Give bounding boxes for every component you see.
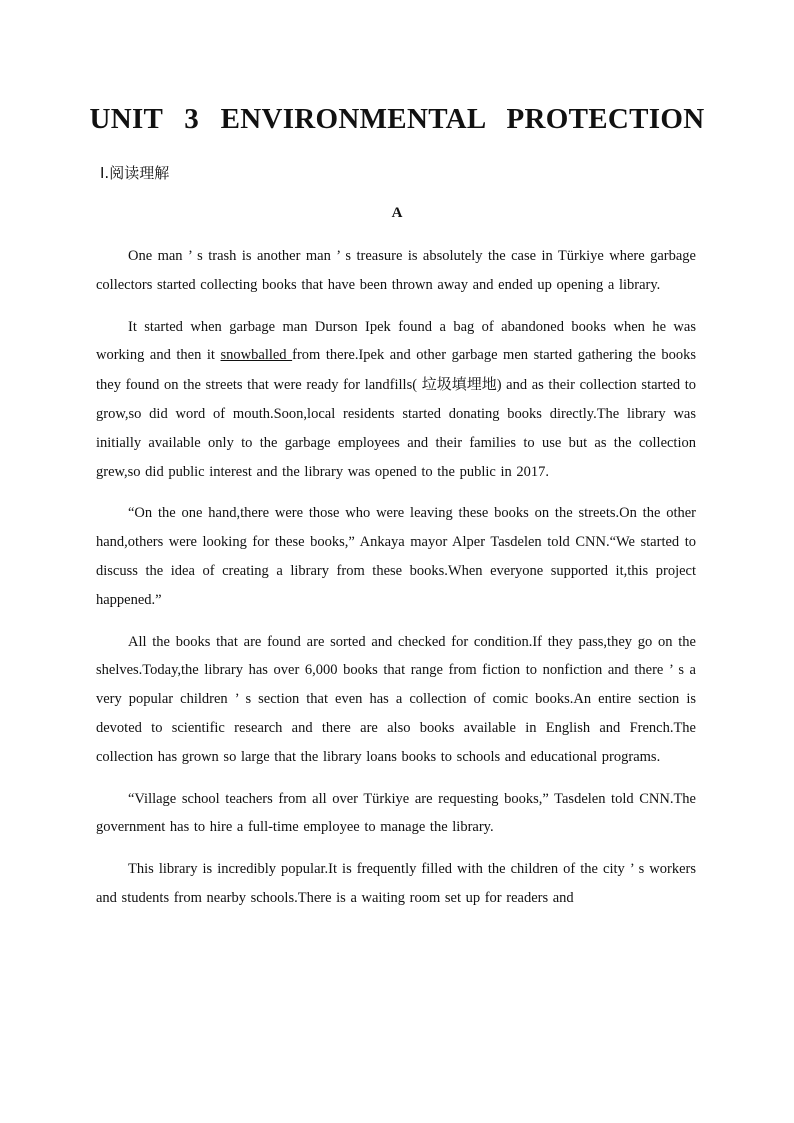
paragraph-3: “On the one hand,there were those who were leaving these books on the streets.On the other hand,others were looking for these books,” Ankaya mayor Alper Tasdelen told CNN.“We started to discuss the idea of creating a library from these books.When everyone supported it,this project happened.”: [96, 505, 696, 608]
paragraph-2-part-3: ) and as their collection started to grow,so did word of mouth.Soon,local residents started donating books directly.The library was initially available only to the garbage employees and their families to use but as the collection grew,so did public interest and the library was opened to the public in 2017.: [96, 377, 696, 480]
paragraph-5: “Village school teachers from all over Türkiye are requesting books,” Tasdelen told CNN.The government has to hire a full-time employee to manage the library.: [96, 790, 696, 836]
chinese-gloss: 垃圾填埋地: [421, 375, 497, 394]
paragraph-6: This library is incredibly popular.It is frequently filled with the children of the city ’ s workers and students from nearby schools.There is a waiting room set up for readers and: [96, 861, 696, 906]
section-heading: Ⅰ.阅读理解: [100, 164, 170, 182]
paragraph-4: All the books that are found are sorted and checked for condition.If they pass,they go on the shelves.Today,the library has over 6,000 books that range from fiction to nonfiction and there ’ s a very popular children ’ s section that even has a collection of comic books.An entire section is devoted to scientific research and there are also books available in English and French.The collection has grown so large that the library loans books to schools and educational programs.: [96, 633, 696, 765]
paragraph-2-part-2: from there.Ipek and other garbage men started gathering the books they found on the streets that were ready for landfills(: [96, 347, 697, 394]
paragraph-2: [96, 313, 696, 487]
underlined-word: snowballed: [220, 347, 293, 364]
paragraph-2-part-1: It started when garbage man Durson Ipek found a bag of abandoned books when he was working and then it: [96, 318, 696, 364]
page-title: UNIT 3 ENVIRONMENTAL PROTECTION: [89, 103, 705, 135]
passage-body: [96, 242, 696, 926]
paragraph-1: One man ’ s trash is another man ’ s treasure is absolutely the case in Türkiye where garbage collectors started collecting books that have been thrown away and ended up opening a library.: [96, 248, 696, 293]
passage-label: A: [391, 205, 403, 221]
